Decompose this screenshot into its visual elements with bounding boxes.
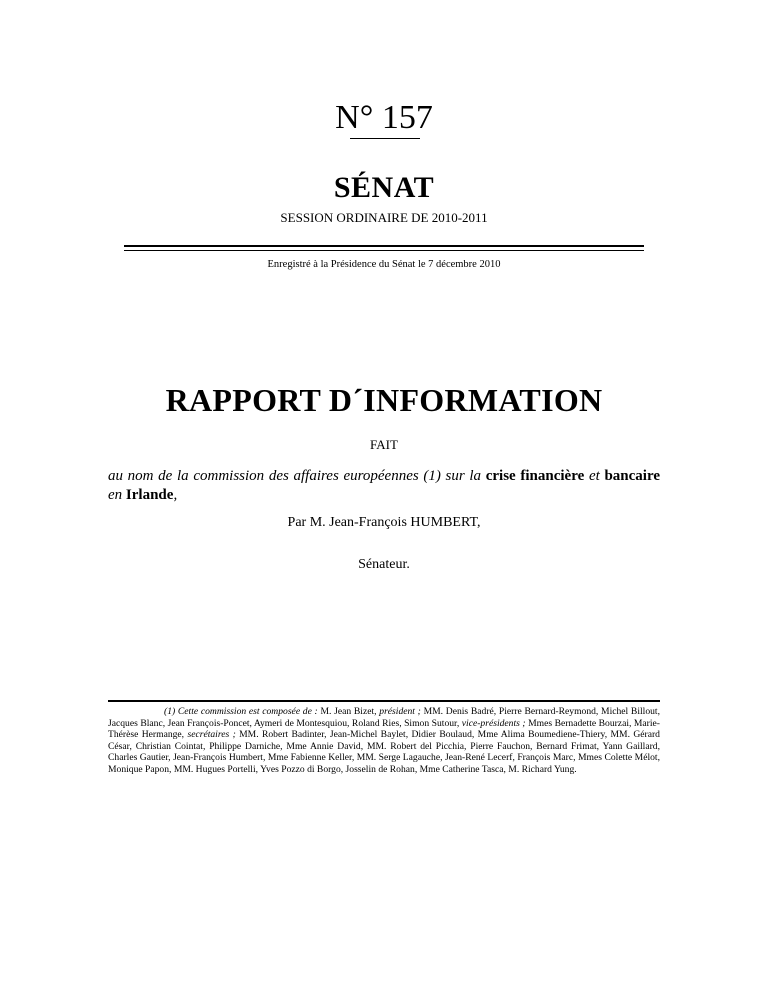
document-number-underline: [350, 138, 420, 139]
footnote-secretaries-label: secrétaires ;: [187, 729, 236, 741]
report-subject: [108, 467, 660, 505]
document-number: N° 157: [335, 99, 433, 136]
footnote-secretaries: Mmes Bernadette Bourzai, Marie-Thérèse Hermange,: [108, 717, 660, 741]
registration-line: Enregistré à la Présidence du Sénat le 7 décembre 2010: [267, 259, 501, 270]
subject-prefix: au nom de la commission des affaires européennes (1) sur la: [108, 468, 482, 484]
subject-conj-1: et: [588, 468, 600, 484]
fait-label: FAIT: [370, 437, 398, 452]
footnote-president: M. Jean Bizet,: [320, 706, 377, 717]
footnote-rule: [108, 700, 660, 702]
author-role: Sénateur.: [358, 557, 410, 572]
header-double-rule: [124, 245, 644, 251]
subject-topic-1: crise financière: [485, 468, 585, 484]
footnote: [108, 706, 660, 776]
subject-topic-2: bancaire: [604, 468, 660, 484]
footnote-intro: (1) Cette commission est composée de :: [164, 706, 318, 717]
footnote-members: MM. Robert Badinter, Jean-Michel Baylet, Didier Boulaud, Mme Alima Boumediene-Thiery, MM. Gérard César, Christian Cointat, Philippe Darniche, Mme Annie David, MM. Robert del Picchia, Pierre Fauchon, Bernard Frimat, Yann Gaillard, Charles Gautier, Jean-François Humbert, Mme Fabienne Keller, MM. Serge Lagauche, Jean-René Lecerf, François Marc, Mmes Colette Mélot, Monique Papon, MM. Hugues Portelli, Yves Pozzo di Borgo, Josselin de Rohan, Mme Catherine Tasca, M. Richard Yung.: [108, 729, 660, 775]
subject-topic-3: Irlande: [125, 487, 174, 503]
footnote-vice-presidents-label: vice-présidents ;: [461, 717, 526, 729]
report-title: RAPPORT D´INFORMATION: [165, 382, 603, 418]
subject-conj-2: en: [108, 487, 123, 503]
subject-suffix: ,: [173, 487, 178, 503]
institution-name: SÉNAT: [333, 171, 435, 204]
author-line: Par M. Jean-François HUMBERT,: [287, 515, 481, 530]
session-line: SESSION ORDINAIRE DE 2010-2011: [280, 210, 488, 225]
footnote-president-label: président ;: [379, 706, 421, 717]
footnote-vice-presidents: MM. Denis Badré, Pierre Bernard-Reymond, Michel Billout, Jacques Blanc, Jean François-Poncet, Aymeri de Montesquiou, Roland Ries, Simon Sutour,: [108, 706, 660, 729]
